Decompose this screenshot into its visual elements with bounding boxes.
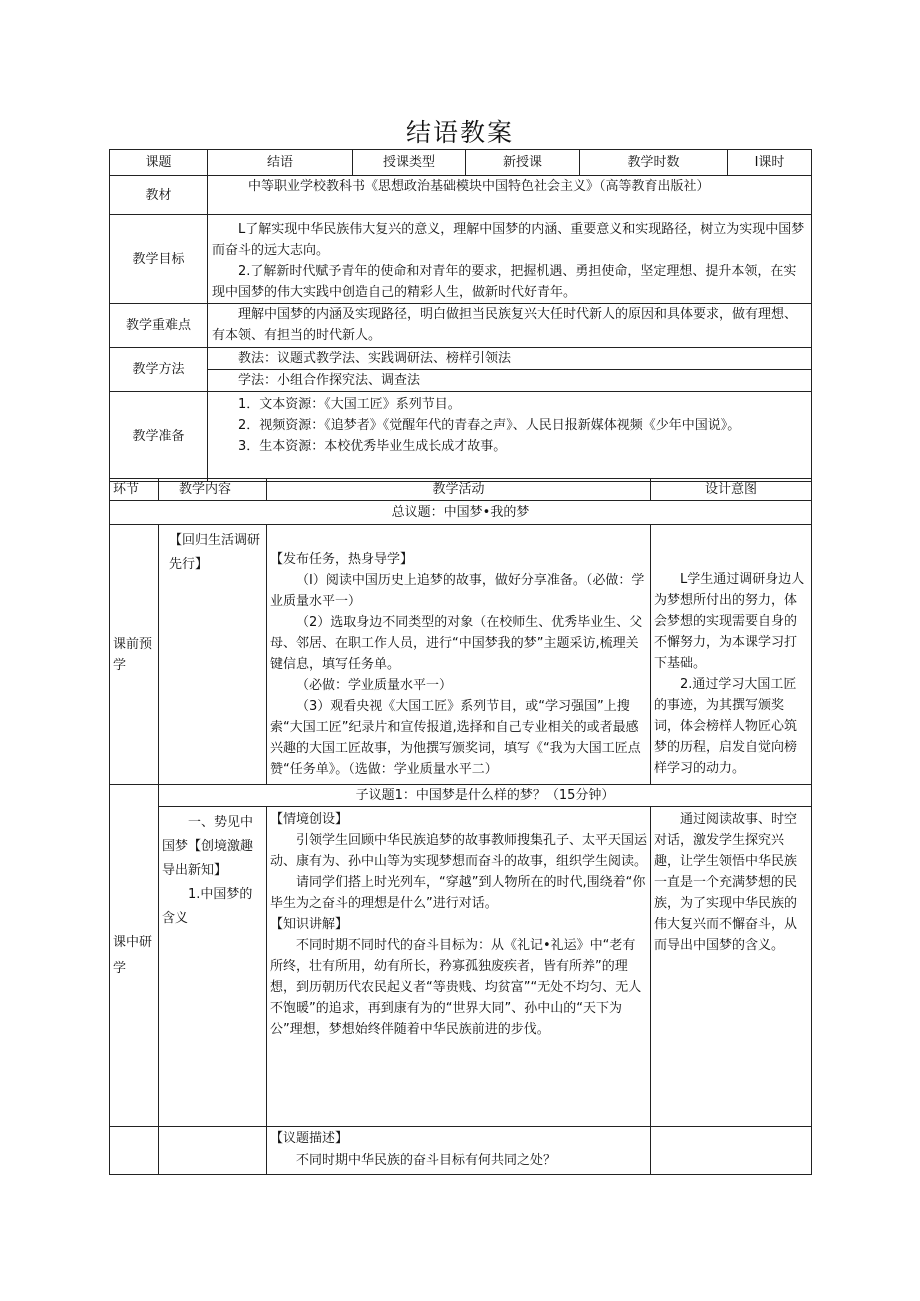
textbook-label: 教材 bbox=[110, 176, 208, 215]
goal-item: L了解实现中华民族伟大复兴的意义，理解中国梦的内涵、重要意义和实现路径，树立为实现中国梦而奋斗的远大志向。 bbox=[212, 222, 805, 258]
col-activity: 教学活动 bbox=[267, 479, 651, 501]
info-table bbox=[109, 149, 812, 482]
inclass-activity-item: 【情境创设】 bbox=[270, 812, 349, 827]
preclass-design-item: 2.通过学习大国工匠的事迹，为其撰写颁奖词，体会榜样人物匠心筑梦的历程，启发自觉向榜样学习的动力。 bbox=[654, 677, 798, 776]
document-title: 结语教案 bbox=[405, 118, 514, 147]
preclass-design-item: L学生通过调研身边人为梦想所付出的努力，体会梦想的实现需要自身的不懈努力，为本课学习打下基础。 bbox=[654, 572, 805, 671]
topic-desc-text: 不同时期中华民族的奋斗目标有何共同之处？ bbox=[296, 1153, 557, 1168]
empty-stage-cell bbox=[110, 1127, 159, 1175]
prep-item: 2．视频资源：《追梦者》《觉醒年代的青春之声》、人民日报新媒体视频《少年中国说》。 bbox=[238, 418, 741, 433]
method-teaching: 教法：议题式教学法、实践调研法、榜样引领法 bbox=[208, 348, 812, 370]
course-value: 结语 bbox=[208, 150, 353, 176]
goal-item: 2.了解新时代赋予青年的使命和对青年的要求，把握机遇、勇担使命，坚定理想、提升本领，在实现中国梦的伟大实践中创造自己的精彩人生，做新时代好青年。 bbox=[212, 264, 797, 300]
inclass-activity-item: 请同学们搭上时光列车，“穿越”到人物所在的时代,围绕着“你毕生为之奋斗的理想是什么”进行对话。 bbox=[270, 875, 646, 911]
methods-label: 教学方法 bbox=[110, 348, 208, 392]
prep-label: 教学准备 bbox=[110, 392, 208, 482]
textbook-value: 中等职业学校教科书《思想政治基础模块中国特色社会主义》（高等教育出版社） bbox=[208, 176, 812, 215]
prep-item: 1．文本资源：《大国工匠》系列节目。 bbox=[238, 397, 461, 412]
inclass-content-item: 一、势见中国梦【创境激趣导出新知】 bbox=[162, 815, 254, 878]
preclass-activity-item: 【发布任务，热身导学】 bbox=[270, 552, 414, 567]
col-content: 教学内容 bbox=[159, 479, 267, 501]
overall-topic: 总议题：中国梦•我的梦 bbox=[110, 501, 812, 525]
preclass-stage: 课前预学 bbox=[110, 525, 159, 785]
col-design: 设计意图 bbox=[651, 479, 812, 501]
hours-value: I课时 bbox=[728, 150, 812, 176]
preclass-activity-item: （3）观看央视《大国工匠》系列节目，或“学习强国”上搜索“大国工匠”纪录片和宣传报道,选择和自己专业相关的或者最感兴趣的大国工匠故事，为他撰写颁奖词，填写《“我为大国工匠点赞“任务单》。（选做：学业质量水平二） bbox=[270, 699, 641, 777]
type-value: 新授课 bbox=[466, 150, 580, 176]
hours-label: 教学时数 bbox=[580, 150, 728, 176]
inclass-activity-item: 引领学生回顾中华民族追梦的故事教师搜集孔子、太平天国运动、康有为、孙中山等为实现梦想而奋斗的故事，组织学生阅读。 bbox=[270, 833, 648, 869]
method-learning: 学法：小组合作探究法、调查法 bbox=[208, 370, 812, 392]
preclass-activity-item: （I）阅读中国历史上追梦的故事，做好分享准备。（必做：学业质量水平一） bbox=[270, 573, 645, 609]
preclass-activity-item: （必做：学业质量水平一） bbox=[296, 678, 453, 693]
inclass-stage: 课中研学 bbox=[110, 785, 159, 1127]
goals-label: 教学目标 bbox=[110, 215, 208, 304]
inclass-content-item: 1.中国梦的含义 bbox=[162, 887, 253, 926]
empty-content-cell bbox=[159, 1127, 267, 1175]
course-label: 课题 bbox=[110, 150, 208, 176]
inclass-activity-item: 【知识讲解】 bbox=[270, 917, 349, 932]
topic-desc-title: 【议题描述】 bbox=[270, 1131, 349, 1146]
inclass-design: 通过阅读故事、时空对话，激发学生探究兴趣，让学生领悟中华民族一直是一个充满梦想的民族，为了实现中华民族的伟大复兴而不懈奋斗，从而导出中国梦的含义。 bbox=[654, 812, 798, 953]
key-value: 理解中国梦的内涵及实现路径，明白做担当民族复兴大任时代新人的原因和具体要求，做有理想、有本领、有担当的时代新人。 bbox=[212, 307, 798, 343]
prep-item: 3．生本资源：本校优秀毕业生成长成才故事。 bbox=[238, 439, 507, 454]
key-label: 教学重难点 bbox=[110, 304, 208, 348]
type-label: 授课类型 bbox=[353, 150, 466, 176]
empty-design-cell bbox=[651, 1127, 812, 1175]
sub-topic-1: 子议题1：中国梦是什么样的梦？（15分钟） bbox=[159, 785, 812, 807]
inclass-activity-item: 不同时期不同时代的奋斗目标为：从《礼记•礼运》中“老有所终，壮有所用，幼有所长，矜寡孤独废疾者，皆有所养”的理想，到历朝历代农民起义者“等贵贱、均贫富”“无处不均匀、无人不饱暖”的追求，再到康有为的“世界大同”、孙中山的“天下为公”理想，梦想始终伴随着中华民族前进的步伐。 bbox=[270, 938, 642, 1037]
col-stage: 环节 bbox=[110, 479, 159, 501]
preclass-content: 【回归生活调研先行】 bbox=[159, 525, 267, 785]
activity-table bbox=[109, 478, 812, 1175]
preclass-activity-item: （2）选取身边不同类型的对象（在校师生、优秀毕业生、父母、邻居、在职工作人员，进行“中国梦我的梦”主题采访,梳理关键信息，填写任务单。 bbox=[270, 615, 643, 672]
